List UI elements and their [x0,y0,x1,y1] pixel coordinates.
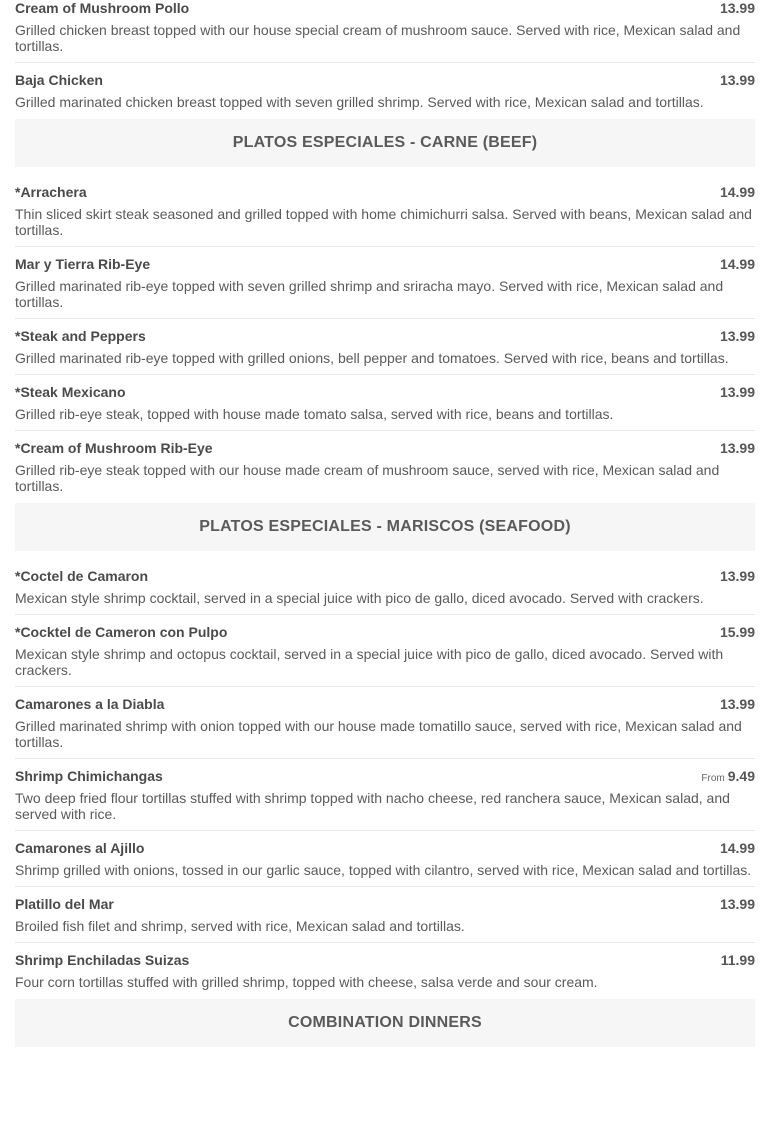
menu-item[interactable] [15,831,755,887]
price-value: 13.99 [719,568,755,584]
menu-item-description: Grilled rib-eye steak, topped with house made tomato salsa, served with rice, beans and tortillas. [15,406,614,422]
menu-list [15,0,755,1055]
price-value: 14.99 [719,256,755,272]
price-value: 13.99 [719,328,755,344]
menu-item-price [720,623,755,641]
menu-item-name: *Cocktel de Cameron con Pulpo [15,624,228,640]
menu-item-name: Camarones a la Diabla [15,696,165,712]
menu-item-name: Baja Chicken [15,72,103,88]
menu-item-price [701,767,755,788]
price-value: 9.49 [727,768,755,784]
menu-item-description: Grilled marinated rib-eye topped with grilled onions, bell pepper and tomatoes. Served with rice, beans and tortillas. [15,350,729,366]
menu-item-header [15,383,755,401]
price-value: 15.99 [719,624,755,640]
menu-item-name: *Cream of Mushroom Rib-Eye [15,440,213,456]
menu-item-price [720,839,755,857]
menu-item-header [15,567,755,585]
menu-item-description: Grilled marinated shrimp with onion topped with our house made tomatillo sauce, served with rice, Mexican salad and tortillas. [15,718,742,750]
menu-item-name: Platillo del Mar [15,896,114,912]
menu-item-description: Grilled marinated chicken breast topped with seven grilled shrimp. Served with rice, Mexican salad and tortillas. [15,94,704,110]
menu-item-name: Shrimp Chimichangas [15,768,163,784]
price-value: 14.99 [719,184,755,200]
section-header: COMBINATION DINNERS [15,999,755,1047]
section-header: PLATOS ESPECIALES - MARISCOS (SEAFOOD) [15,503,755,551]
menu-item-price [720,327,755,345]
price-value: 11.99 [720,952,755,968]
menu-item-price [720,71,755,89]
menu-item[interactable] [15,431,755,502]
menu-item-header [15,951,755,969]
menu-item-header [15,695,755,713]
menu-item-name: Cream of Mushroom Pollo [15,0,190,16]
price-value: 13.99 [719,440,755,456]
menu-item[interactable] [15,615,755,687]
price-value: 14.99 [719,840,755,856]
menu-item-price [721,951,755,969]
price-value: 13.99 [719,72,755,88]
menu-item-description: Two deep fried flour tortillas stuffed with shrimp topped with nacho cheese, red ranchera sauce, Mexican salad, and served with rice. [15,790,730,822]
menu-item[interactable] [15,247,755,319]
menu-item-description: Grilled marinated rib-eye topped with seven grilled shrimp and sriracha mayo. Served with rice, Mexican salad and tortillas. [15,278,724,310]
menu-item-price [720,567,755,585]
menu-item-header [15,327,755,345]
menu-item-price [720,895,755,913]
menu-item-header [15,895,755,913]
menu-item[interactable] [15,375,755,431]
menu-item-description: Broiled fish filet and shrimp, served with rice, Mexican salad and tortillas. [15,918,465,934]
menu-item-description: Thin sliced skirt steak seasoned and grilled topped with home chimichurri salsa. Served with beans, Mexican salad and tortillas. [15,206,752,238]
menu-item-price [720,695,755,713]
menu-item-header [15,767,755,785]
menu-item-header [15,0,755,17]
menu-item-name: Camarones al Ajillo [15,840,145,856]
menu-item-header [15,439,755,457]
menu-item-header [15,183,755,201]
price-prefix: From [701,773,725,784]
menu-item[interactable] [15,0,755,63]
menu-item-name: *Coctel de Camaron [15,568,149,584]
menu-item-description: Mexican style shrimp and octopus cocktail, served in a special juice with pico de gallo, diced avocado. Served with crackers. [15,646,724,678]
menu-item-description: Grilled chicken breast topped with our house special cream of mushroom sauce. Served with rice, Mexican salad and tortillas. [15,22,741,54]
price-value: 13.99 [719,0,755,16]
menu-item-name: Shrimp Enchiladas Suizas [15,952,190,968]
menu-item-name: *Arrachera [15,184,87,200]
price-value: 13.99 [719,896,755,912]
menu-item-header [15,255,755,273]
menu-item-name: Mar y Tierra Rib-Eye [15,256,151,272]
price-value: 13.99 [719,384,755,400]
menu-item[interactable] [15,63,755,118]
menu-item-header [15,71,755,89]
menu-item-name: *Steak Mexicano [15,384,126,400]
menu-item[interactable] [15,887,755,943]
menu-item-header [15,623,755,641]
menu-item-description: Mexican style shrimp cocktail, served in a special juice with pico de gallo, diced avocado. Served with crackers. [15,590,704,606]
menu-item-price [720,383,755,401]
menu-item-description: Shrimp grilled with onions, tossed in our garlic sauce, topped with cilantro, served with rice, Mexican salad and tortillas. [15,862,752,878]
menu-item-header [15,839,755,857]
menu-item-price [720,183,755,201]
menu-item[interactable] [15,559,755,615]
menu-item[interactable] [15,943,755,998]
menu-item[interactable] [15,759,755,831]
menu-item[interactable] [15,319,755,375]
price-value: 13.99 [719,696,755,712]
menu-item-description: Grilled rib-eye steak topped with our house made cream of mushroom sauce, served with rice, Mexican salad and tortillas. [15,462,720,494]
menu-item[interactable] [15,175,755,247]
menu-item-price [720,255,755,273]
menu-item-price [720,439,755,457]
section-header: PLATOS ESPECIALES - CARNE (BEEF) [15,119,755,167]
menu-item[interactable] [15,687,755,759]
menu-item-description: Four corn tortillas stuffed with grilled shrimp, topped with cheese, salsa verde and sour cream. [15,974,598,990]
menu-item-name: *Steak and Peppers [15,328,146,344]
menu-item-price [720,0,755,17]
